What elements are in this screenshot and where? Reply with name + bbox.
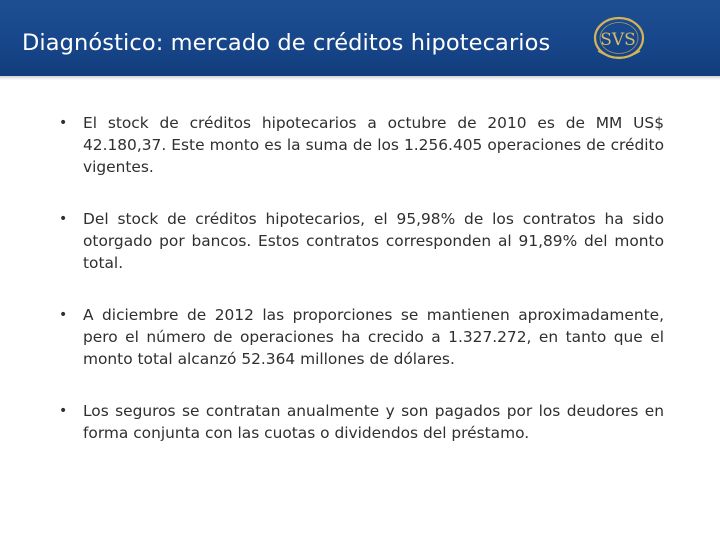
bullet-text: Del stock de créditos hipotecarios, el 95,98% de los contratos ha sido otorgado por bancos. Estos contratos corresponden al 91,89% del monto total. bbox=[83, 210, 664, 272]
bullet-item bbox=[58, 400, 664, 444]
bullet-item bbox=[58, 112, 664, 178]
bullet-text: A diciembre de 2012 las proporciones se mantienen aproximadamente, pero el número de operaciones ha crecido a 1.327.272, en tanto que el monto total alcanzó 52.364 millones de dólares. bbox=[83, 306, 664, 368]
bullet-icon: • bbox=[59, 403, 68, 419]
bullet-text: El stock de créditos hipotecarios a octubre de 2010 es de MM US$ 42.180,37. Este monto es la suma de los 1.256.405 operaciones de crédito vigentes. bbox=[83, 114, 664, 176]
bullet-icon: • bbox=[59, 115, 68, 131]
bullet-item bbox=[58, 304, 664, 370]
logo-text: SVS bbox=[600, 30, 636, 50]
bullet-icon: • bbox=[59, 211, 68, 227]
slide-title: Diagnóstico: mercado de créditos hipotecarios bbox=[22, 30, 551, 56]
slide-content bbox=[58, 112, 664, 474]
bullet-icon: • bbox=[59, 307, 68, 323]
svs-logo-graphic bbox=[590, 14, 646, 66]
bullet-list bbox=[58, 112, 664, 444]
bullet-text: Los seguros se contratan anualmente y son pagados por los deudores en forma conjunta con las cuotas o dividendos del préstamo. bbox=[83, 402, 664, 442]
svs-logo-icon bbox=[590, 14, 646, 66]
title-bar bbox=[0, 0, 720, 76]
bullet-item bbox=[58, 208, 664, 274]
